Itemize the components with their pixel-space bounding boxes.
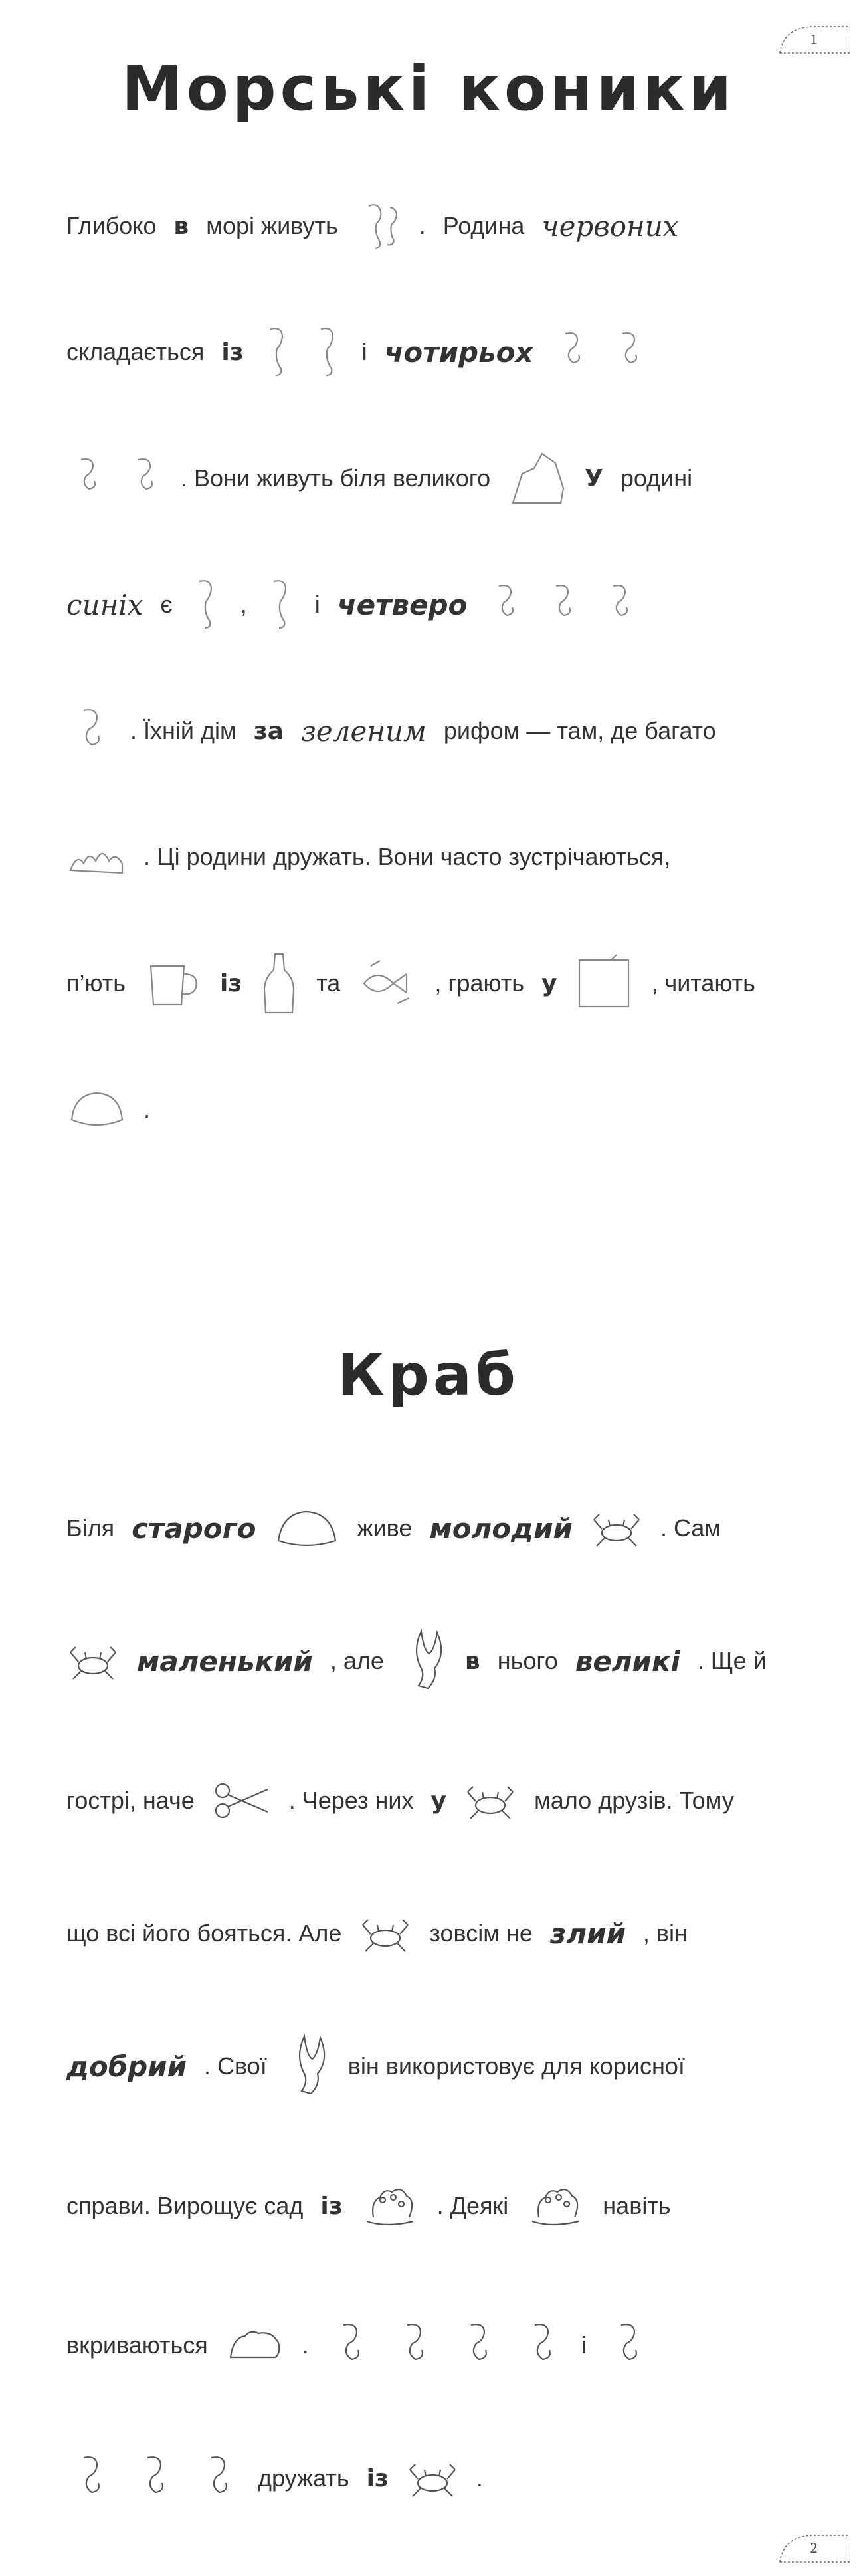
seahorse-icon xyxy=(190,575,223,635)
coral-icon xyxy=(66,837,126,877)
page-number-label: 2 xyxy=(810,2539,818,2556)
baby-seahorse-icon xyxy=(326,2316,373,2375)
word: . xyxy=(302,2331,309,2359)
word: зовсім не xyxy=(429,1920,533,1947)
baby-seahorse-icon xyxy=(551,326,591,379)
word: гострі, наче xyxy=(66,1787,195,1814)
word: є xyxy=(160,591,173,618)
word-script: зеленим xyxy=(300,714,427,747)
board-icon xyxy=(574,953,634,1013)
baby-seahorse-icon xyxy=(124,452,163,505)
story1-line-3 xyxy=(66,432,791,525)
seahorse-icon xyxy=(355,199,402,252)
crab-icon xyxy=(406,2455,459,2502)
sea-anemone-icon xyxy=(360,2183,420,2229)
page-number-label: 1 xyxy=(810,31,818,47)
word: Біля xyxy=(66,1514,115,1541)
word: складається xyxy=(66,338,205,365)
word-bold: в xyxy=(464,1647,480,1675)
word-script: червоних xyxy=(541,209,679,243)
word: і xyxy=(361,338,367,365)
baby-seahorse-icon xyxy=(66,2448,113,2508)
word: . Сам xyxy=(660,1514,721,1541)
seahorse-icon xyxy=(312,322,345,382)
shell-icon xyxy=(225,2326,285,2365)
story1-line-2 xyxy=(66,306,791,399)
baby-seahorse-icon xyxy=(194,2448,240,2508)
word: , читають xyxy=(651,969,755,997)
story1-line-5 xyxy=(66,684,791,777)
bottle-icon xyxy=(259,950,299,1017)
crab-icon xyxy=(464,1777,517,1824)
word-emphasis: чотирьох xyxy=(384,336,533,369)
word: , грають xyxy=(434,969,524,997)
baby-seahorse-icon xyxy=(130,2448,177,2508)
story2-line-6 xyxy=(66,2159,791,2252)
word: Родина xyxy=(442,212,525,239)
word: дружать xyxy=(258,2464,349,2492)
story1-line-6 xyxy=(66,811,791,904)
baby-seahorse-icon xyxy=(604,2316,650,2375)
word-bold: у xyxy=(430,1787,447,1815)
word-emphasis: старого xyxy=(132,1512,256,1545)
baby-seahorse-icon xyxy=(66,452,106,505)
word: . Вони живуть біля великого xyxy=(181,464,491,492)
story1-line-4 xyxy=(66,558,791,651)
word-bold: із xyxy=(221,338,244,366)
word: . Через них xyxy=(288,1787,414,1814)
story1-line-1 xyxy=(66,179,791,272)
crab-icon xyxy=(66,1638,120,1684)
baby-seahorse-icon xyxy=(390,2316,436,2375)
claw-icon xyxy=(284,2030,331,2103)
fish-icon xyxy=(357,957,417,1010)
story2-line-5 xyxy=(66,2020,791,2113)
word: . Ці родини дружать. Вони часто зустрічаються, xyxy=(143,843,671,870)
word: , він xyxy=(642,1920,688,1947)
word-bold: за xyxy=(253,717,284,745)
page-number-bottom xyxy=(777,2533,850,2563)
word: навіть xyxy=(603,2192,671,2219)
baby-seahorse-icon xyxy=(484,578,524,631)
word-bold: У xyxy=(585,464,603,492)
cup-icon xyxy=(143,957,203,1010)
word: що всі його бояться. Але xyxy=(66,1920,342,1947)
word: родині xyxy=(620,464,693,492)
word-emphasis: молодий xyxy=(429,1512,573,1545)
word-script: синіх xyxy=(66,588,143,621)
word-bold: із xyxy=(320,2192,343,2220)
shell-icon xyxy=(273,1505,339,1551)
baby-seahorse-icon xyxy=(599,578,638,631)
word: . Деякі xyxy=(436,2192,509,2219)
story1-line-8 xyxy=(66,1063,791,1156)
word: справи. Вирощує сад xyxy=(66,2192,304,2219)
story2-line-8 xyxy=(66,2432,791,2525)
word: Глибоко xyxy=(66,212,157,239)
word: . Свої xyxy=(204,2052,267,2080)
word: , xyxy=(240,591,247,618)
baby-seahorse-icon xyxy=(454,2316,500,2375)
word-emphasis: добрий xyxy=(66,2050,187,2083)
story-title-crab: Краб xyxy=(337,1342,520,1409)
word: мало друзів. Тому xyxy=(534,1787,734,1814)
word: він використовує для корисної xyxy=(347,2052,685,2080)
word-emphasis: четверо xyxy=(337,588,468,621)
word: п’ють xyxy=(66,969,126,997)
word-emphasis: злий xyxy=(549,1917,626,1950)
baby-seahorse-icon xyxy=(66,701,113,761)
word: . xyxy=(143,1096,151,1123)
baby-seahorse-icon xyxy=(608,326,648,379)
word-emphasis: великі xyxy=(575,1644,680,1678)
word: . Ще й xyxy=(697,1647,767,1674)
word: морі живуть xyxy=(206,212,338,239)
word: і xyxy=(581,2331,587,2359)
word-bold: із xyxy=(366,2464,389,2492)
page-number-top xyxy=(777,24,850,54)
claw-icon xyxy=(401,1625,448,1698)
story2-line-3 xyxy=(66,1754,791,1847)
word: . xyxy=(419,212,426,239)
baby-seahorse-icon xyxy=(541,578,581,631)
story2-line-7 xyxy=(66,2299,791,2392)
word-bold: із xyxy=(219,969,242,997)
word-bold: в xyxy=(173,212,189,240)
scissors-icon xyxy=(212,1777,272,1824)
story2-line-4 xyxy=(66,1887,791,1980)
word: та xyxy=(316,969,341,997)
story1-line-7 xyxy=(66,937,791,1030)
seahorse-icon xyxy=(264,575,298,635)
story2-line-1 xyxy=(66,1482,791,1575)
shell-icon xyxy=(66,1086,126,1133)
rock-icon xyxy=(508,448,567,508)
story-title-seahorses: Морські коники xyxy=(122,53,735,124)
word-bold: у xyxy=(541,969,557,997)
word: і xyxy=(314,591,320,618)
word: , але xyxy=(330,1647,384,1674)
baby-seahorse-icon xyxy=(518,2316,564,2375)
word: вкриваються xyxy=(66,2331,208,2359)
sea-anemone-icon xyxy=(525,2183,585,2229)
word: живе xyxy=(357,1514,413,1541)
story2-line-2 xyxy=(66,1615,791,1708)
word: . xyxy=(476,2464,483,2492)
seahorse-icon xyxy=(261,322,294,382)
word: нього xyxy=(497,1647,558,1674)
crab-icon xyxy=(590,1505,643,1551)
word: . Їхній дім xyxy=(130,717,237,744)
word-emphasis: маленький xyxy=(137,1644,313,1678)
crab-icon xyxy=(359,1910,412,1957)
word: рифом — там, де багато xyxy=(443,717,716,744)
